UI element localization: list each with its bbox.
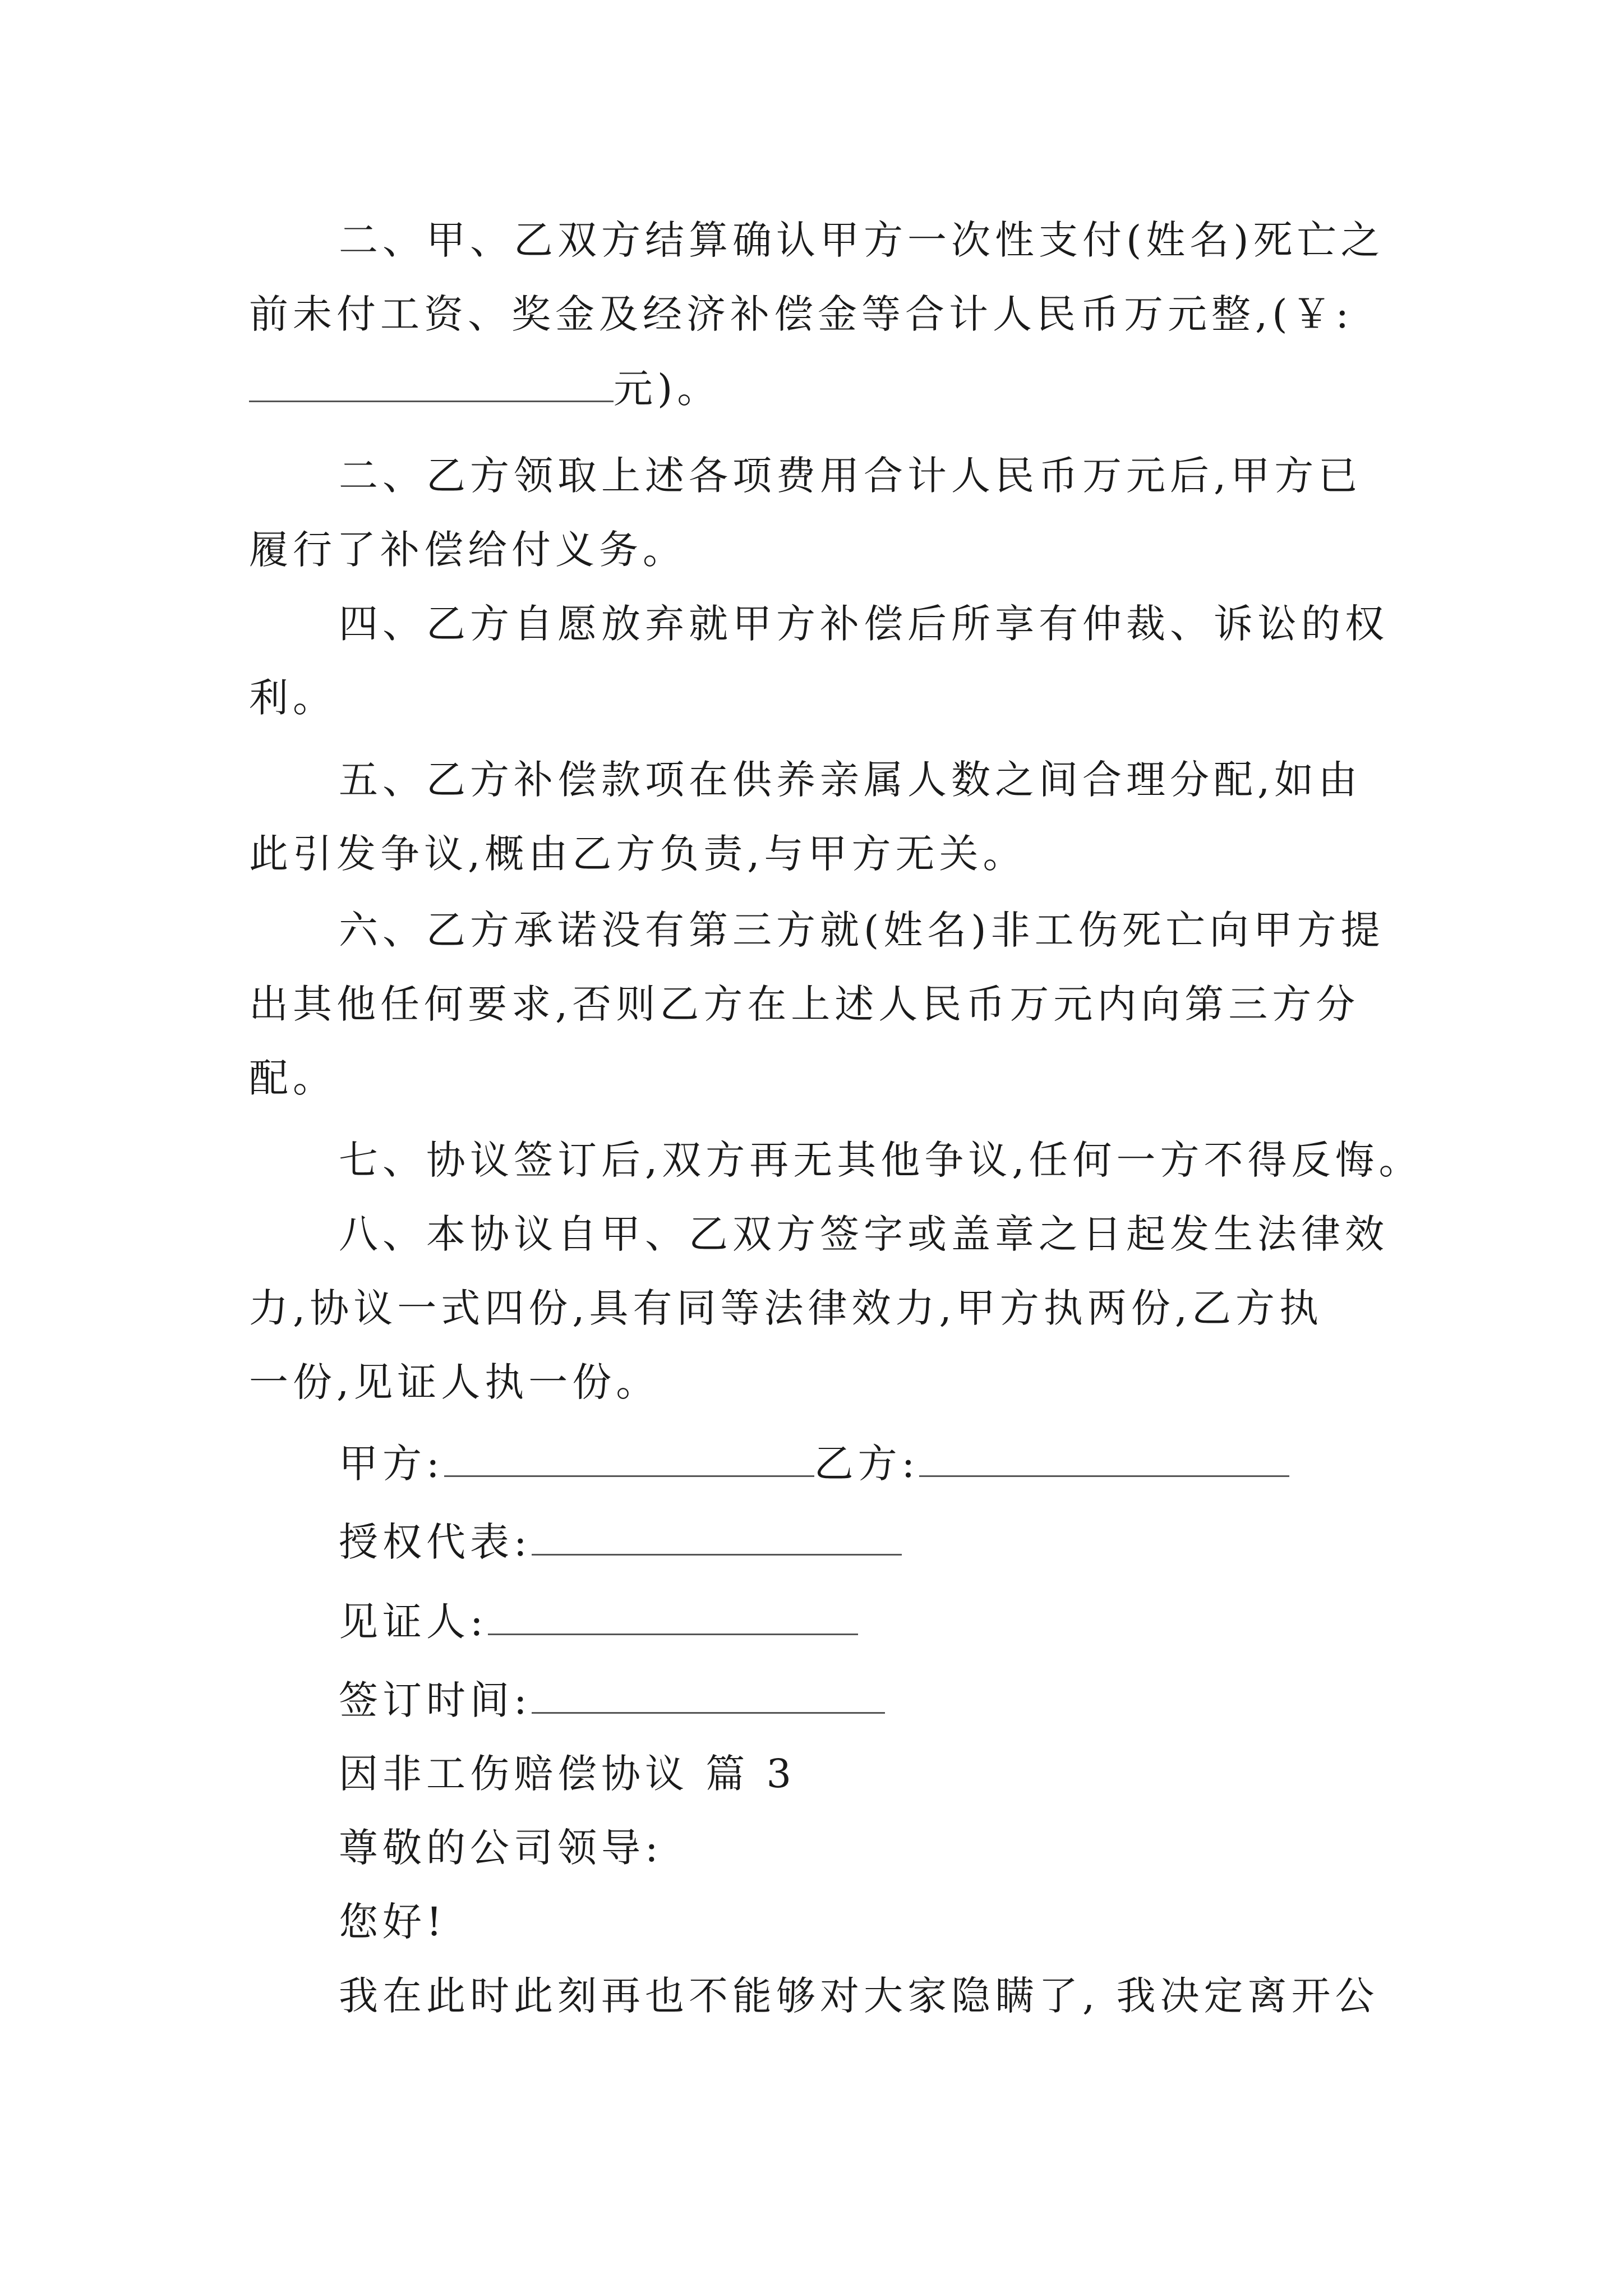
party-signature-row — [339, 1436, 1387, 1490]
clause-5-line-2: 此引发争议,概由乙方负责,与甲方无关。 — [249, 831, 1027, 877]
clause-7-line-1: 七、协议签订后,双方再无其他争议,任何一方不得反悔。 — [339, 1137, 1423, 1183]
party-b-signature-blank — [919, 1436, 1289, 1477]
party-a-label: 甲方: — [339, 1441, 444, 1487]
clause-2a-line-1: 二、甲、乙双方结算确认甲方一次性支付(姓名)死亡之 — [339, 217, 1385, 263]
clause-2a-line-3 — [249, 361, 1387, 416]
authorized-rep-blank — [532, 1515, 902, 1556]
salutation: 尊敬的公司领导: — [339, 1825, 663, 1871]
witness-label: 见证人: — [339, 1599, 488, 1645]
section-title: 因非工伤赔偿协议 篇 3 — [339, 1751, 796, 1797]
amount-blank — [249, 361, 614, 402]
greeting: 您好! — [339, 1899, 447, 1945]
sign-date-blank — [532, 1673, 885, 1714]
clause-2b-line-2: 履行了补偿给付义务。 — [249, 527, 686, 573]
clause-6-line-2: 出其他任何要求,否则乙方在上述人民币万元内向第三方分 — [249, 981, 1360, 1027]
sign-date-label: 签订时间: — [339, 1677, 532, 1723]
witness-row — [339, 1594, 1387, 1649]
party-a-signature-blank — [444, 1436, 814, 1477]
clause-5-line-1: 五、乙方补偿款项在供养亲属人数之间合理分配,如由 — [339, 757, 1362, 803]
authorized-rep-label: 授权代表: — [339, 1519, 532, 1565]
clause-2a-line-2: 前未付工资、奖金及经济补偿金等合计人民币万元整,(￥: — [249, 291, 1354, 337]
clause-8-line-1: 八、本协议自甲、乙双方签字或盖章之日起发生法律效 — [339, 1211, 1389, 1257]
authorized-rep-row — [339, 1515, 1387, 1569]
clause-8-line-3: 一份,见证人执一份。 — [249, 1359, 660, 1405]
clause-4-line-1: 四、乙方自愿放弃就甲方补偿后所享有仲裁、诉讼的权 — [339, 601, 1389, 647]
letter-body-line-1: 我在此时此刻再也不能够对大家隐瞒了, 我决定离开公 — [339, 1973, 1379, 2019]
clause-4-line-2: 利。 — [249, 675, 336, 721]
party-b-label: 乙方: — [814, 1441, 920, 1487]
witness-blank — [488, 1594, 858, 1635]
clause-2b-line-1: 二、乙方领取上述各项费用合计人民币万元后,甲方已 — [339, 453, 1362, 499]
clause-6-line-3: 配。 — [249, 1055, 336, 1101]
clause-8-line-2: 力,协议一式四份,具有同等法律效力,甲方执两份,乙方执 — [249, 1285, 1324, 1331]
sign-date-row — [339, 1673, 1387, 1727]
clause-6-line-1: 六、乙方承诺没有第三方就(姓名)非工伤死亡向甲方提 — [339, 907, 1385, 953]
clause-2a-line-3-suffix: 元)。 — [614, 366, 721, 412]
